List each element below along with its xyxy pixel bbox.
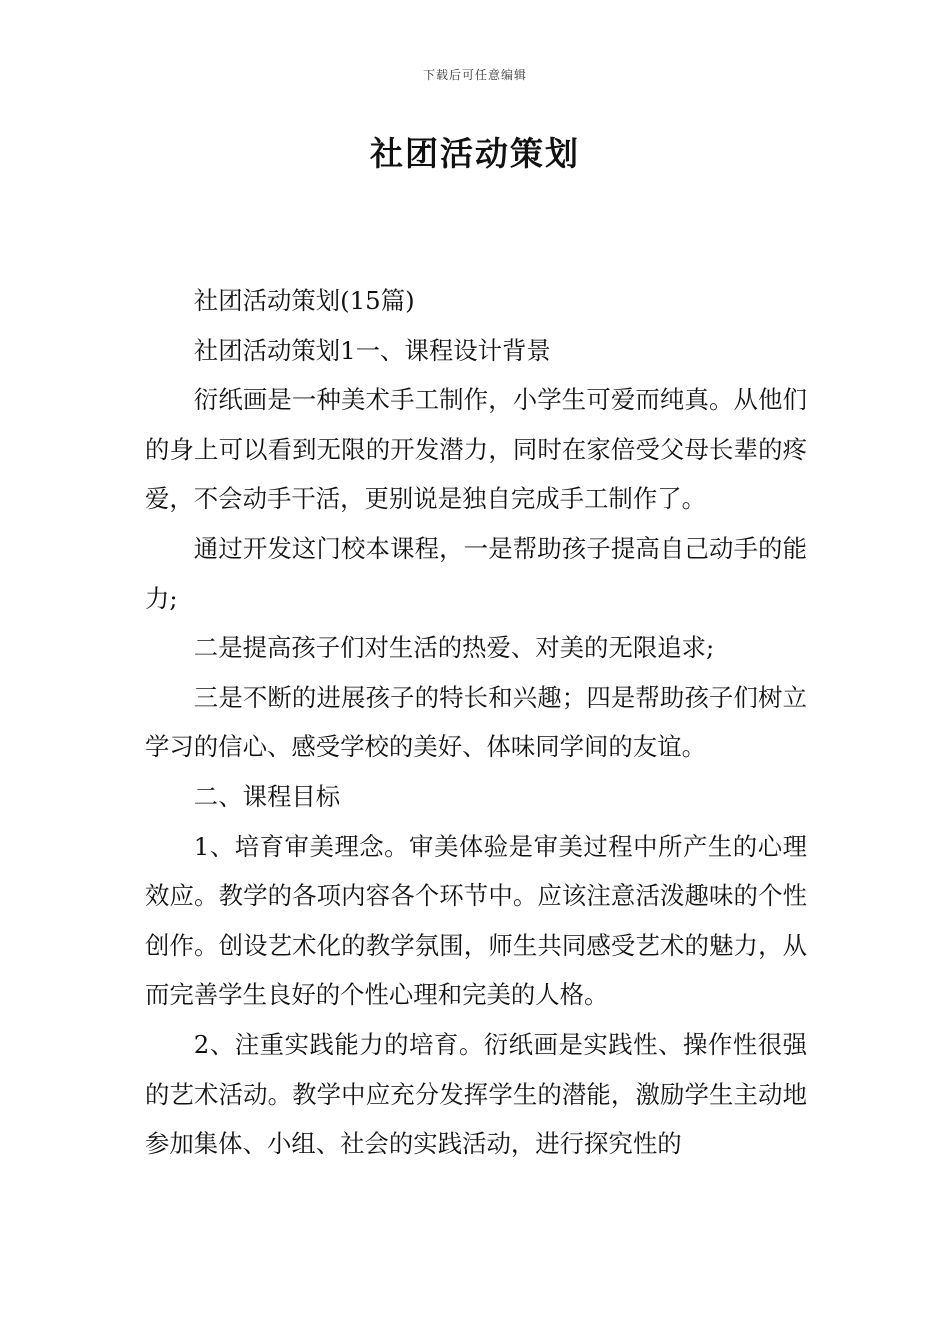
paragraph: 通过开发这门校本课程，一是帮助孩子提高自己动手的能力; <box>145 533 807 613</box>
paragraph: 1、培育审美理念。审美体验是审美过程中所产生的心理效应。教学的各项内容各个环节中。应该注意活泼趣味的个性创作。创设艺术化的教学氛围，师生共同感受艺术的魅力，从而完善学生良好的个性心理和完美的人格。 <box>145 831 807 1010</box>
paragraph: 三是不断的进展孩子的特长和兴趣；四是帮助孩子们树立学习的信心、感受学校的美好、体味同学间的友谊。 <box>145 682 807 762</box>
paragraph: 衍纸画是一种美术手工制作，小学生可爱而纯真。从他们的身上可以看到无限的开发潜力，同时在家倍受父母长辈的疼爱，不会动手干活，更别说是独自完成手工制作了。 <box>145 385 807 514</box>
paragraph-section-heading: 二、课程目标 <box>193 781 341 811</box>
paragraph-section-heading: 社团活动策划1一、课程设计背景 <box>193 335 551 365</box>
document-body <box>145 276 807 1169</box>
header-note: 下载后可任意编辑 <box>422 68 527 82</box>
document-title: 社团活动策划 <box>370 134 580 173</box>
paragraph: 二是提高孩子们对生活的热爱、对美的无限追求; <box>193 633 715 663</box>
paragraph: 2、注重实践能力的培育。衍纸画是实践性、操作性很强的艺术活动。教学中应充分发挥学生的潜能，激励学生主动地参加集体、小组、社会的实践活动，进行探究性的 <box>145 1029 807 1159</box>
paragraph-subtitle: 社团活动策划(15篇) <box>193 286 415 315</box>
